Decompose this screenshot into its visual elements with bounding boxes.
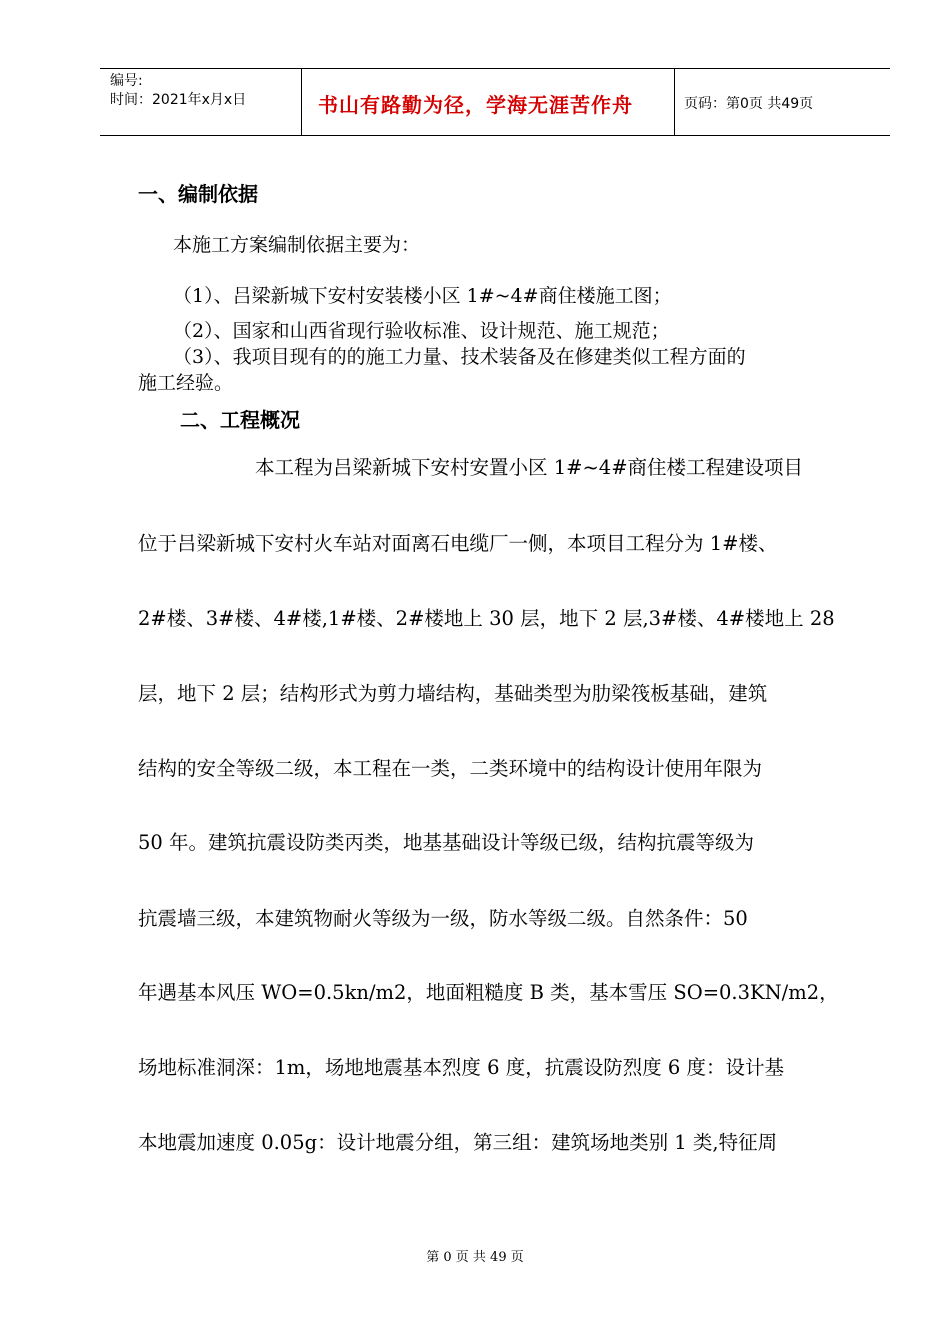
section-2-heading: 二、工程概况 [180,408,300,432]
header-divider-left [301,68,302,136]
section-1-intro: 本施工方案编制依据主要为： [173,234,421,256]
section-1-heading: 一、编制依据 [138,182,258,206]
section-1-item: （3）、我项目现有的的施工力量、技术装备及在修建类似工程方面的 [173,346,746,368]
header-divider-right [674,68,675,136]
body-text-line: 层，地下 2 层；结构形式为剪力墙结构，基础类型为肋梁筏板基础，建筑 [138,682,768,705]
header-bottom-rule [100,135,890,136]
body-text-line: 本地震加速度 0.05g：设计地震分组，第三组：建筑场地类别 1 类,特征周 [138,1131,778,1154]
body-text-line: 年遇基本风压 WO=0.5kn/m2，地面粗糙度 B 类，基本雪压 SO=0.3KN/m2， [138,981,839,1004]
body-text-line: 结构的安全等级二级，本工程在一类，二类环境中的结构设计使用年限为 [138,757,763,780]
body-text-line: 位于吕梁新城下安村火车站对面离石电缆厂一侧，本项目工程分为 1#楼、 [138,532,778,555]
body-text-line: 2#楼、3#楼、4#楼,1#楼、2#楼地上 30 层，地下 2 层,3#楼、4#楼地上 28 [138,607,835,630]
body-text-line: 本工程为吕梁新城下安村安置小区 1#~4#商住楼工程建设项目 [255,456,804,479]
section-1-item-continuation: 施工经验。 [138,372,234,394]
section-1-item: （1）、吕梁新城下安村安装楼小区 1#~4#商住楼施工图； [173,285,672,307]
header-page-number: 页码：第0页 共49页 [684,96,814,112]
header-motto: 书山有路勤为径，学海无涯苦作舟 [318,93,633,117]
document-number-label: 编号: [110,73,143,89]
body-text-line: 抗震墙三级，本建筑物耐火等级为一级，防水等级二级。自然条件：50 [138,907,748,930]
footer-page-number: 第 0 页 共 49 页 [426,1250,524,1265]
body-text-line: 50 年。建筑抗震设防类丙类，地基基础设计等级已级，结构抗震等级为 [138,831,755,854]
section-1-item: （2）、国家和山西省现行验收标准、设计规范、施工规范； [173,320,670,342]
header-top-rule [100,68,890,69]
document-date: 时间：2021年x月x日 [110,92,247,108]
body-text-line: 场地标准洞深：1m，场地地震基本烈度 6 度，抗震设防烈度 6 度：设计基 [138,1056,785,1079]
